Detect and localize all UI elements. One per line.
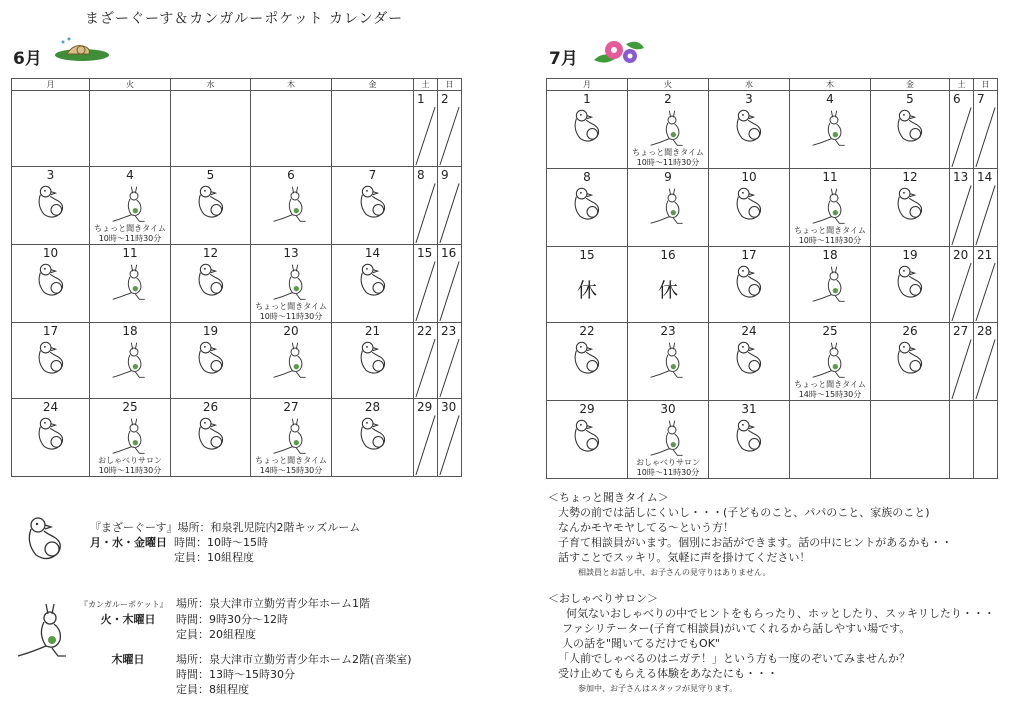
day-cell — [171, 245, 251, 323]
day-cell — [547, 323, 628, 401]
kangaroo-icon — [790, 186, 870, 226]
day-cell — [709, 401, 790, 479]
day-cell — [790, 247, 871, 323]
chotto-line: 子育て相談員がいます。個別にお話ができます。話の中にヒントがあるかも・・ — [558, 536, 953, 549]
day-cell — [628, 169, 709, 247]
day-cell — [414, 399, 438, 477]
goose-icon — [547, 418, 627, 456]
july-label: 7月 — [549, 49, 578, 69]
day-number: 26 — [202, 400, 219, 414]
day-cell — [547, 91, 628, 169]
salon-title: ＜おしゃべりサロン＞ — [548, 592, 658, 605]
salon-line: 人の話を"聞いてるだけでもOK" — [562, 637, 720, 650]
salon-legend — [548, 591, 995, 696]
day-cell — [414, 323, 438, 399]
goose-icon — [547, 186, 627, 224]
day-number: 9 — [441, 168, 449, 182]
goose-info — [90, 520, 360, 565]
day-cell — [414, 91, 438, 167]
day-number: 12 — [902, 170, 918, 184]
day-number: 19 — [902, 248, 918, 262]
day-cell — [251, 399, 332, 477]
day-cell — [438, 399, 462, 477]
day-cell — [790, 401, 871, 479]
goose-icon — [12, 416, 89, 454]
kangaroo-icon — [16, 600, 72, 660]
closed-slash — [974, 169, 997, 246]
goose-icon — [332, 416, 413, 454]
day-number: 22 — [579, 324, 595, 338]
thursday-info — [80, 652, 412, 697]
kangaroo-icon — [790, 340, 870, 380]
day-cell — [950, 169, 974, 247]
goose-time: 時間：10時～15時 — [174, 536, 268, 549]
goose-icon — [709, 264, 789, 302]
goose-days: 月・水・金曜日 — [90, 536, 167, 549]
thursday-cap: 定員：8組程度 — [176, 683, 249, 696]
day-number: 27 — [953, 324, 969, 338]
closed-slash — [950, 323, 973, 400]
day-number: 10 — [741, 170, 757, 184]
thursday-place: 場所：泉大津市立勤労青少年ホーム2階(音楽室) — [176, 653, 412, 666]
day-cell — [171, 167, 251, 245]
day-number: 17 — [741, 248, 757, 262]
kangaroo-name: 『カンガルーポケット』 — [80, 600, 168, 609]
chotto-legend — [548, 490, 952, 580]
day-number: 27 — [283, 400, 299, 414]
salon-line: 何気ないおしゃべりの中でヒントをもらったり、ホッとしたり、スッキリしたり・・・ — [566, 607, 995, 620]
chotto-note: 相談員とお話し中、お子さんの見守りはありません。 — [578, 568, 771, 577]
weekday-header: 火 — [628, 79, 709, 91]
day-number: 13 — [283, 246, 299, 260]
closed-slash — [414, 399, 437, 476]
goose-icon — [871, 264, 949, 302]
goose-icon — [871, 186, 949, 224]
june-label: 6月 — [13, 49, 42, 69]
weekday-header: 木 — [251, 79, 332, 91]
goose-icon — [12, 262, 89, 300]
day-cell — [438, 91, 462, 167]
day-cell — [438, 167, 462, 245]
day-cell — [974, 401, 998, 479]
event-name: ちょっと聞きタイム — [794, 380, 866, 389]
chotto-title: ＜ちょっと聞きタイム＞ — [548, 491, 669, 504]
day-number: 29 — [417, 400, 433, 414]
day-cell — [871, 323, 950, 401]
weekday-header: 土 — [950, 79, 974, 91]
chotto-line: 大勢の前では話しにくいし・・・(子どものこと、パパのこと、家族のこと) — [558, 506, 930, 519]
kangaroo-icon — [790, 264, 870, 304]
thursday-time: 時間：13時～15時30分 — [176, 668, 295, 681]
day-number: 22 — [417, 324, 433, 338]
day-number: 11 — [822, 170, 838, 184]
day-cell — [171, 399, 251, 477]
weekday-header: 木 — [790, 79, 871, 91]
kangaroo-icon — [251, 184, 331, 224]
day-number: 30 — [441, 400, 457, 414]
day-number: 9 — [664, 170, 672, 184]
day-number: 15 — [579, 248, 595, 262]
day-cell — [950, 323, 974, 401]
goose-icon — [547, 340, 627, 378]
day-number: 28 — [364, 400, 381, 414]
goose-icon — [709, 108, 789, 146]
closed-slash — [438, 399, 461, 476]
event-name: ちょっと聞きタイム — [94, 224, 166, 233]
weekday-header: 水 — [171, 79, 251, 91]
day-cell — [332, 245, 414, 323]
day-number: 5 — [206, 168, 215, 182]
day-number: 14 — [364, 246, 381, 260]
weekday-header: 日 — [974, 79, 998, 91]
day-cell — [974, 169, 998, 247]
day-cell — [709, 323, 790, 401]
day-cell — [547, 401, 628, 479]
thursday-days: 木曜日 — [111, 653, 145, 666]
day-cell — [871, 247, 950, 323]
closed-slash — [974, 247, 997, 322]
day-cell — [90, 399, 171, 477]
day-number: 24 — [42, 400, 59, 414]
day-number: 15 — [417, 246, 433, 260]
kangaroo-icon — [251, 340, 331, 380]
day-number: 17 — [42, 324, 59, 338]
day-cell — [974, 323, 998, 401]
day-cell — [709, 91, 790, 169]
day-cell — [251, 167, 332, 245]
day-cell — [332, 91, 414, 167]
closed-slash — [438, 323, 461, 398]
salon-line: ファシリテーター(子育て相談員)がいてくれるから話しやすい場です。 — [562, 622, 911, 635]
day-number: 1 — [417, 92, 425, 106]
day-cell — [628, 401, 709, 479]
goose-icon — [871, 340, 949, 378]
day-cell — [628, 247, 709, 323]
kangaroo-place: 場所：泉大津市立勤労青少年ホーム1階 — [176, 597, 370, 610]
salon-line: 「人前でしゃべるのはニガテ！」という方も一度のぞいてみませんか？ — [558, 652, 910, 665]
morning-glory-icon — [590, 36, 646, 68]
day-cell — [90, 167, 171, 245]
day-cell — [871, 401, 950, 479]
kangaroo-icon — [628, 186, 708, 226]
day-number: 4 — [126, 168, 134, 182]
day-number: 13 — [953, 170, 969, 184]
day-cell — [414, 167, 438, 245]
day-cell — [628, 323, 709, 401]
snail-icon — [53, 36, 111, 62]
kangaroo-icon — [90, 416, 170, 456]
day-number: 29 — [579, 402, 595, 416]
day-cell — [90, 245, 171, 323]
day-number: 3 — [46, 168, 55, 182]
day-number: 18 — [122, 324, 138, 338]
kangaroo-cap: 定員：20組程度 — [176, 628, 256, 641]
goose-place: 場所：和泉乳児院内2階キッズルーム — [177, 521, 361, 534]
day-cell — [12, 245, 90, 323]
closed-slash — [974, 323, 997, 400]
day-cell — [251, 91, 332, 167]
day-cell — [332, 167, 414, 245]
salon-note: 参加中、お子さんはスタッフが見守ります。 — [578, 684, 738, 693]
goose-icon — [22, 515, 68, 565]
day-cell — [709, 169, 790, 247]
weekday-header: 月 — [12, 79, 90, 91]
june-calendar — [11, 78, 462, 477]
day-number: 21 — [977, 248, 993, 262]
weekday-header: 日 — [438, 79, 462, 91]
day-number: 6 — [287, 168, 295, 182]
closed-slash — [438, 245, 461, 322]
weekday-header: 火 — [90, 79, 171, 91]
kangaroo-icon — [628, 108, 708, 148]
day-cell — [628, 91, 709, 169]
day-cell — [90, 323, 171, 399]
day-number: 25 — [122, 400, 138, 414]
day-cell — [171, 323, 251, 399]
day-cell — [974, 247, 998, 323]
day-cell — [871, 169, 950, 247]
day-cell — [950, 91, 974, 169]
day-number: 11 — [122, 246, 138, 260]
day-number: 4 — [826, 92, 834, 106]
event-time: 10時～11時30分 — [98, 234, 162, 243]
event-time: 10時～11時30分 — [798, 236, 862, 245]
day-number: 24 — [741, 324, 757, 338]
day-cell — [790, 169, 871, 247]
weekday-header: 土 — [414, 79, 438, 91]
day-number: 1 — [583, 92, 591, 106]
event-time: 10時～11時30分 — [259, 312, 323, 321]
chotto-line: なんかモヤモヤしてる～という方！ — [558, 521, 734, 534]
goose-icon — [709, 340, 789, 378]
weekday-header: 金 — [871, 79, 950, 91]
day-cell — [12, 323, 90, 399]
day-number: 2 — [441, 92, 449, 106]
day-number: 23 — [441, 324, 457, 338]
day-number: 20 — [953, 248, 969, 262]
day-cell — [251, 245, 332, 323]
goose-icon — [332, 262, 413, 300]
event-time: 14時～15時30分 — [798, 390, 862, 399]
kangaroo-icon — [790, 108, 870, 148]
day-number: 10 — [42, 246, 59, 260]
day-number: 25 — [822, 324, 838, 338]
day-cell — [790, 323, 871, 401]
chotto-line: 話すことでスッキリ。気軽に声を掛けてください！ — [558, 551, 811, 564]
day-cell — [332, 323, 414, 399]
day-number: 7 — [368, 168, 377, 182]
kangaroo-icon — [251, 262, 331, 302]
closed-mark: 休 — [658, 278, 678, 302]
kangaroo-icon — [628, 340, 708, 380]
event-name: ちょっと聞きタイム — [255, 456, 327, 465]
day-cell — [438, 245, 462, 323]
kangaroo-icon — [90, 184, 170, 224]
kangaroo-icon — [90, 340, 170, 380]
day-cell — [332, 399, 414, 477]
day-number: 5 — [906, 92, 914, 106]
day-number: 30 — [660, 402, 676, 416]
closed-slash — [414, 167, 437, 244]
event-time: 10時～11時30分 — [98, 466, 162, 475]
day-number: 31 — [741, 402, 757, 416]
closed-slash — [974, 91, 997, 168]
closed-slash — [950, 169, 973, 246]
kangaroo-time: 時間：9時30分～12時 — [176, 613, 288, 626]
day-number: 8 — [417, 168, 425, 182]
day-cell — [251, 323, 332, 399]
day-number: 16 — [660, 248, 676, 262]
day-number: 16 — [441, 246, 457, 260]
closed-slash — [950, 247, 973, 322]
weekday-header: 金 — [332, 79, 414, 91]
day-cell — [950, 247, 974, 323]
closed-slash — [414, 245, 437, 322]
goose-icon — [12, 184, 89, 222]
goose-icon — [12, 340, 89, 378]
goose-cap: 定員：10組程度 — [174, 551, 254, 564]
day-cell — [974, 91, 998, 169]
goose-icon — [171, 340, 250, 378]
day-number: 3 — [745, 92, 753, 106]
event-name: ちょっと聞きタイム — [794, 226, 866, 235]
day-cell — [547, 247, 628, 323]
event-time: 10時～11時30分 — [636, 468, 700, 477]
closed-slash — [438, 167, 461, 244]
day-number: 7 — [977, 92, 985, 106]
goose-icon — [332, 184, 413, 222]
day-number: 12 — [202, 246, 219, 260]
goose-icon — [709, 418, 789, 456]
kangaroo-icon — [251, 416, 331, 456]
goose-icon — [171, 262, 250, 300]
day-number: 18 — [822, 248, 838, 262]
day-cell — [709, 247, 790, 323]
day-cell — [12, 399, 90, 477]
goose-name: 『まざーぐーす』 — [90, 521, 178, 534]
closed-slash — [950, 91, 973, 168]
july-calendar — [546, 78, 998, 479]
day-number: 19 — [202, 324, 219, 338]
event-name: おしゃべりサロン — [636, 458, 700, 467]
day-number: 6 — [953, 92, 961, 106]
day-cell — [871, 91, 950, 169]
closed-slash — [414, 91, 437, 166]
kangaroo-days: 火・木曜日 — [100, 613, 156, 626]
day-number: 23 — [660, 324, 676, 338]
page-title: まざーぐーす＆カンガルーポケット カレンダー — [85, 11, 404, 27]
goose-icon — [171, 416, 250, 454]
kangaroo-info — [80, 596, 370, 642]
day-cell — [790, 91, 871, 169]
goose-icon — [332, 340, 413, 378]
event-time: 14時～15時30分 — [259, 466, 323, 475]
goose-icon — [709, 186, 789, 224]
salon-line: 受け止めてもらえる体験をあなたにも・・・ — [558, 667, 778, 680]
event-time: 10時～11時30分 — [636, 158, 700, 167]
goose-icon — [547, 108, 627, 146]
closed-slash — [414, 323, 437, 398]
day-number: 2 — [664, 92, 672, 106]
event-name: ちょっと聞きタイム — [255, 302, 327, 311]
day-number: 26 — [902, 324, 918, 338]
event-name: おしゃべりサロン — [98, 456, 162, 465]
goose-icon — [871, 108, 949, 146]
day-cell — [414, 245, 438, 323]
day-cell — [438, 323, 462, 399]
day-cell — [547, 169, 628, 247]
closed-mark: 休 — [577, 278, 597, 302]
day-cell — [90, 91, 171, 167]
event-name: ちょっと聞きタイム — [632, 148, 704, 157]
day-number: 8 — [583, 170, 591, 184]
day-cell — [171, 91, 251, 167]
day-number: 20 — [283, 324, 299, 338]
weekday-header: 月 — [547, 79, 628, 91]
day-cell — [950, 401, 974, 479]
day-number: 21 — [364, 324, 381, 338]
day-number: 14 — [977, 170, 993, 184]
day-number: 28 — [977, 324, 993, 338]
closed-slash — [438, 91, 461, 166]
kangaroo-icon — [90, 262, 170, 302]
day-cell — [12, 91, 90, 167]
kangaroo-icon — [628, 418, 708, 458]
weekday-header: 水 — [709, 79, 790, 91]
goose-icon — [171, 184, 250, 222]
day-cell — [12, 167, 90, 245]
